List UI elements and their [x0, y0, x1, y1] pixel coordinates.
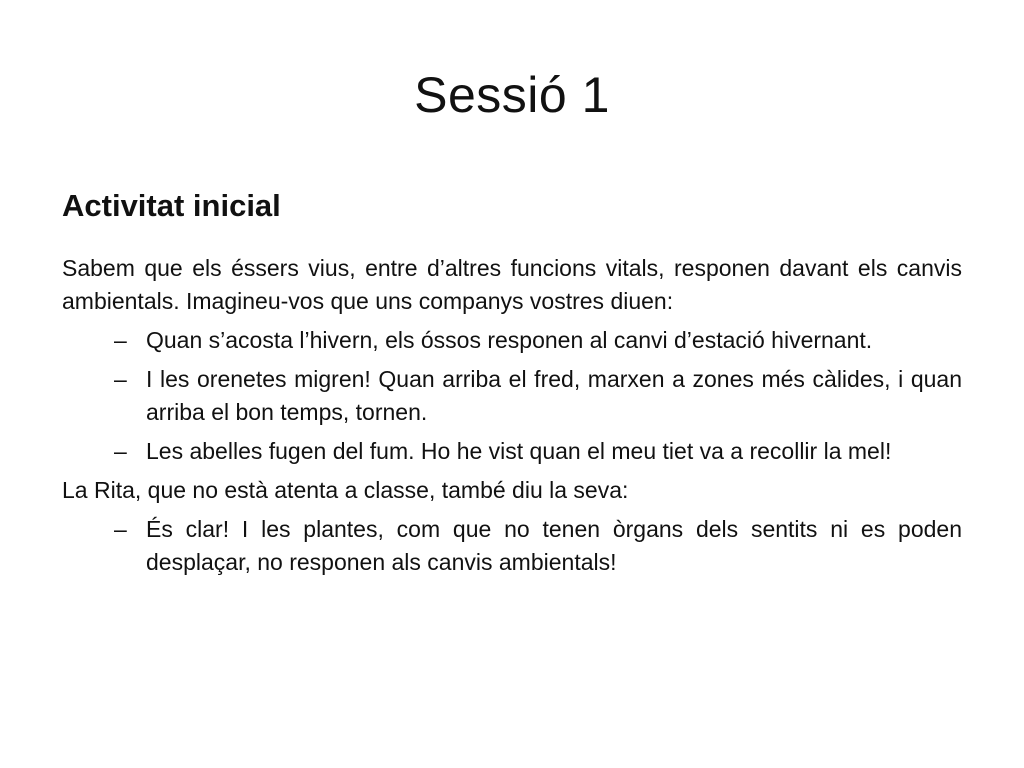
student-statements-list — [62, 324, 962, 468]
dash-bullet-icon: – — [114, 327, 127, 353]
rita-paragraph: La Rita, que no està atenta a classe, també diu la seva: — [62, 477, 629, 503]
list-item-text: Les abelles fugen del fum. Ho he vist quan el meu tiet va a recollir la mel! — [146, 438, 892, 464]
list-item — [62, 324, 962, 357]
dash-bullet-icon: – — [114, 438, 127, 464]
list-item-text: Quan s’acosta l’hivern, els óssos responen al canvi d’estació hivernant. — [146, 327, 873, 353]
intro-paragraph: Sabem que els éssers vius, entre d’altres funcions vitals, responen davant els canvis ambientals. Imagineu-vos que uns companys vostres diuen: — [62, 255, 962, 314]
list-item-text: És clar! I les plantes, com que no tenen òrgans dels sentits ni es poden desplaçar, no responen als canvis ambientals! — [146, 516, 962, 575]
slide-title: Sessió 1 — [414, 67, 610, 123]
dash-bullet-icon: – — [114, 516, 127, 542]
list-item — [62, 513, 962, 579]
list-item — [62, 363, 962, 429]
slide-content — [62, 184, 962, 585]
list-item — [62, 435, 962, 468]
dash-bullet-icon: – — [114, 366, 127, 392]
rita-statements-list — [62, 513, 962, 579]
section-heading: Activitat inicial — [62, 188, 281, 223]
list-item-text: I les orenetes migren! Quan arriba el fred, marxen a zones més càlides, i quan arriba el bon temps, tornen. — [146, 366, 962, 425]
